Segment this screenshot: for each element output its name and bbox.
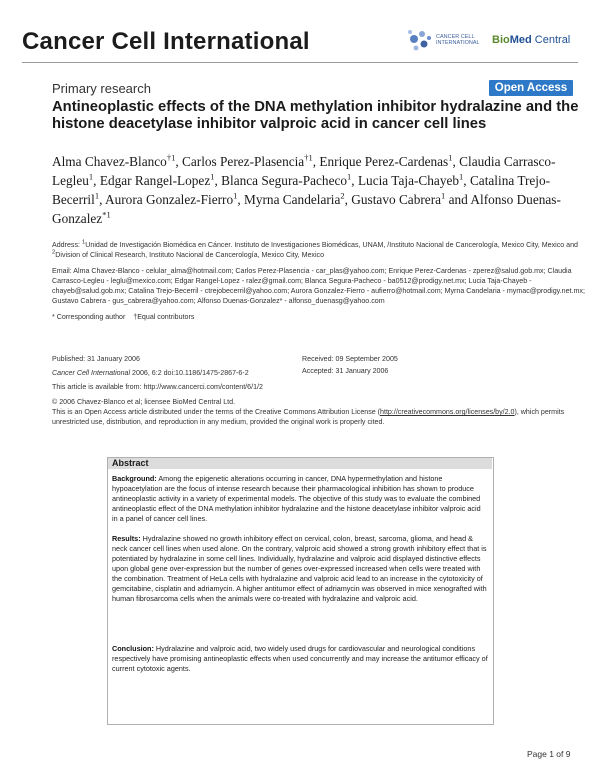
author-separator: , bbox=[237, 192, 245, 207]
address-label: Address: bbox=[52, 241, 82, 249]
article-type: Primary research bbox=[52, 81, 151, 96]
citation-journal: Cancer Cell International bbox=[52, 369, 131, 377]
open-access-badge: Open Access bbox=[489, 80, 573, 96]
author-separator: , bbox=[99, 192, 105, 207]
background-label: Background: bbox=[112, 474, 157, 483]
equal-contributors-note: †Equal contributors bbox=[133, 313, 195, 321]
author-affiliation-marker: 1 bbox=[448, 152, 453, 163]
abstract-results bbox=[112, 534, 488, 604]
author-footnote bbox=[52, 312, 588, 322]
author-separator: , bbox=[175, 154, 182, 169]
author-separator: , bbox=[214, 173, 222, 188]
results-label: Results: bbox=[112, 534, 141, 543]
author-affiliation-marker: †1 bbox=[304, 152, 313, 163]
article-url: This article is available from: http://www.cancerci.com/content/6/1/2 bbox=[52, 383, 263, 391]
conclusion-text: Hydralazine and valproic acid, two widely used drugs for cardiovascular and neurological conditions respectively have promising antineoplastic effects when used concurrently and may increase the antitumor efficacy of current cytotoxic agents. bbox=[112, 644, 488, 674]
author-separator: , bbox=[344, 192, 352, 207]
license-text-before: This is an Open Access article distributed under the terms of the Creative Commons Attribution License ( bbox=[52, 408, 381, 416]
author-name: Enrique Perez-Cardenas bbox=[319, 154, 449, 169]
author-name: Aurora Gonzalez-Fierro bbox=[105, 192, 234, 207]
header-divider bbox=[22, 62, 578, 63]
author-name: Myrna Candelaria bbox=[244, 192, 341, 207]
citation bbox=[52, 368, 249, 378]
cell-logo-icon bbox=[404, 25, 434, 55]
abstract-conclusion bbox=[112, 644, 488, 674]
copyright-notice: © 2006 Chavez-Blanco et al; licensee BioMed Central Ltd. bbox=[52, 398, 236, 406]
article-title: Antineoplastic effects of the DNA methylation inhibitor hydralazine and the histone deacetylase inhibitor valproic acid in cancer cell lines bbox=[52, 99, 579, 132]
author-affiliation-marker: 1 bbox=[347, 171, 352, 182]
author-separator: , bbox=[463, 173, 470, 188]
author-name: Claudia Carrasco-Legleu bbox=[52, 154, 556, 188]
address-sup1: 1 bbox=[81, 239, 86, 246]
license-text-after: ), which permits unrestricted use, distribution, and reproduction in any medium, provided the original work is properly cited. bbox=[52, 408, 565, 426]
author-affiliation-marker: 1 bbox=[441, 190, 446, 201]
address-text2: Division of Clinical Research, Instituto Nacional de Cancerología, Mexico City, Mexico bbox=[55, 251, 325, 259]
journal-title: Cancer Cell International bbox=[22, 28, 310, 55]
background-text: Among the epigenetic alterations occurring in cancer, DNA hypermethylation and histone hypoacetylation are the focus of intense research because their pharmacological inhibition has shown to produce antineoplastic activity in a variety of experimental models. The objective of this study was to evaluate the combined antineoplastic effect of the DNA methylation inhibitor hydralazine and the histone deacetylase inhibitor valproic acid in a panel of cancer cell lines. bbox=[112, 474, 481, 524]
author-name: Alma Chavez-Blanco bbox=[52, 154, 167, 169]
license-link[interactable]: http://creativecommons.org/licenses/by/2.0 bbox=[380, 408, 515, 416]
citation-rest: 2006, 6:2 doi:10.1186/1475-2867-6-2 bbox=[130, 369, 249, 377]
author-separator: , bbox=[452, 154, 460, 169]
author-affiliation-marker: 1 bbox=[233, 190, 238, 201]
author-affiliation-marker: 1 bbox=[459, 171, 464, 182]
author-name: Alfonso Duenas-Gonzalez bbox=[52, 192, 561, 226]
results-text: Hydralazine showed no growth inhibitory effect on cervical, colon, breast, sarcoma, glioma, and head & neck cancer cell lines when used alone. On the contrary, valproic acid showed a strong growth inhibitory effect that is potentiated by hydralazine in some cell lines. Individually, hydralazine and valproic acid displayed distinctive effects upon global gene over-expression but the number of genes over-expressed increased when cells were treated with the combination. Treatment of HeLa cells with hydralazine and valproic acid lead to an increase in the cytotoxicity of gemcitabine, cisplatin and adriamycin. A higher antitumor effect of adriamycin was observed in mice xenografted with human fibrosarcoma cells when the animals were co-treated with hydralazine and valproic acid. bbox=[112, 534, 487, 604]
author-affiliation-marker: *1 bbox=[102, 209, 111, 220]
author-name: Edgar Rangel-Lopez bbox=[99, 173, 211, 188]
cci-logo-text-line2: INTERNATIONAL bbox=[436, 40, 480, 46]
author-separator: , bbox=[312, 154, 320, 169]
author-affiliation-marker: 1 bbox=[210, 171, 215, 182]
author-emails: Email: Alma Chavez-Blanco - celular_alma@hotmail.com; Carlos Perez-Plasencia - car_plas@yahoo.com; Enrique Perez-Cardenas - zperez@salud.gob.mx; Claudia Carrasco-Legleu - leglu@mexico.com; Edgar Rangel-Lopez - ralez@gmail.com; Blanca Segura-Pacheco - ba0512@prodigy.net.mx; Lucia Taja-Chayeb - chayeb@salud.gob.mx; Catalina Trejo-Becerril - ctrejobecerril@yahoo.com; Aurora Gonzalez-Fierro - aufierro@hotmail.com; Myrna Candelaria - mymac@prodigy.net.mx; Gustavo Cabrera - gus_cabrera@yahoo.com; Alfonso Duenas-Gonzalez* - alfonso_duenasg@yahoo.com bbox=[52, 267, 585, 305]
author-name: Blanca Segura-Pacheco bbox=[221, 173, 348, 188]
author-separator: , bbox=[93, 173, 100, 188]
author-affiliation-marker: †1 bbox=[166, 152, 176, 163]
author-affiliation-marker: 1 bbox=[88, 171, 94, 182]
received-date: Received: 09 September 2005 bbox=[302, 355, 398, 363]
author-name: Carlos Perez-Plasencia bbox=[182, 154, 305, 169]
author-affiliation-marker: 1 bbox=[94, 190, 100, 201]
page-number: Page 1 of 9 bbox=[527, 749, 571, 759]
author-name: Lucia Taja-Chayeb bbox=[357, 173, 460, 188]
biomed-logo-med: Med bbox=[509, 34, 532, 46]
author-separator: and bbox=[445, 192, 471, 207]
published-date: Published: 31 January 2006 bbox=[52, 355, 140, 363]
address-text1: Unidad de Investigación Biomédica en Cáncer. Instituto de Investigaciones Biomédicas, UNAM, /Instituto Nacional de Cancerología, Mexico City, Mexico and bbox=[85, 241, 579, 249]
cci-logo-text-line1: CANCER CELL bbox=[436, 34, 475, 40]
author-name: Gustavo Cabrera bbox=[351, 192, 442, 207]
corresponding-author-note: * Corresponding author bbox=[52, 313, 126, 321]
abstract-heading: Abstract bbox=[108, 458, 492, 469]
accepted-date: Accepted: 31 January 2006 bbox=[302, 367, 389, 375]
conclusion-label: Conclusion: bbox=[112, 644, 154, 653]
biomed-logo-bio: Bio bbox=[492, 34, 510, 46]
cci-logo bbox=[404, 25, 482, 55]
address-sup2: 2 bbox=[52, 249, 56, 256]
biomed-central-logo bbox=[492, 34, 570, 46]
abstract-background bbox=[112, 474, 488, 524]
affiliation-address bbox=[52, 240, 588, 260]
biomed-logo-central: Central bbox=[531, 34, 571, 46]
author-name: Catalina Trejo-Becerril bbox=[52, 173, 551, 207]
author-affiliation-marker: 2 bbox=[340, 190, 345, 201]
license-statement bbox=[52, 407, 588, 427]
author-list bbox=[52, 152, 582, 228]
author-separator: , bbox=[351, 173, 358, 188]
